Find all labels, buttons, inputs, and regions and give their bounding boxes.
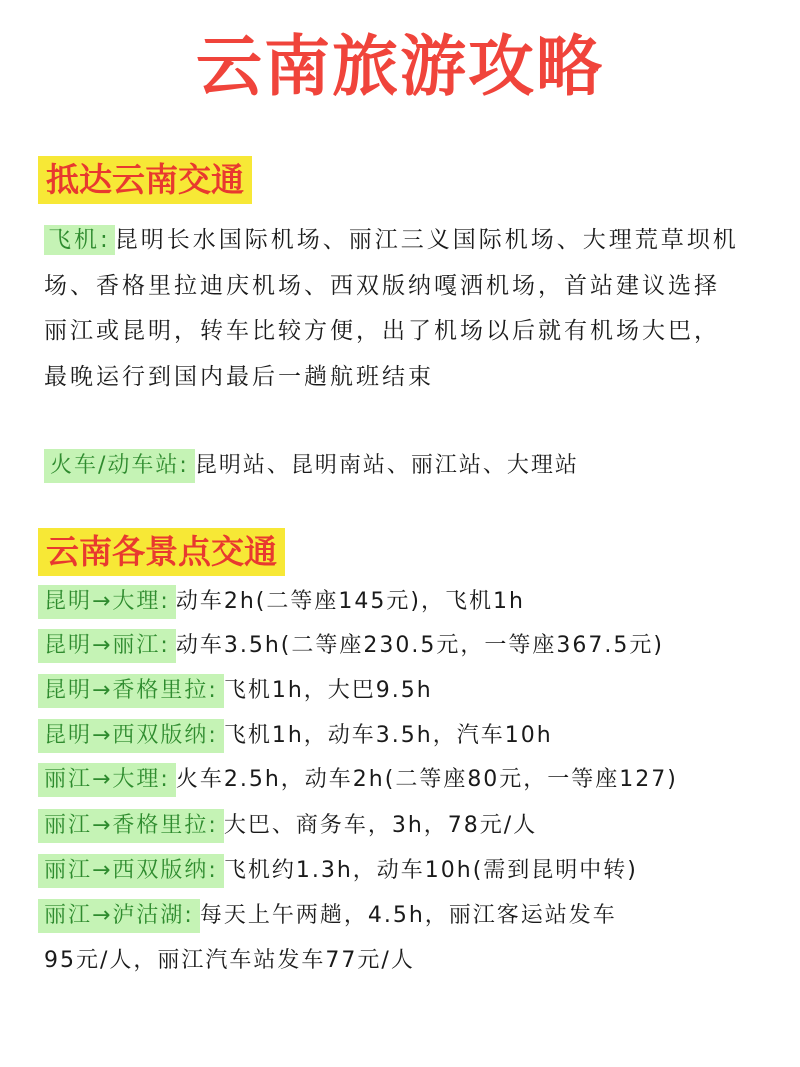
route-text: 大巴、商务车，3h，78元/人 <box>223 813 538 838</box>
route-label: 昆明→丽江: <box>38 629 176 663</box>
route-row <box>38 671 433 711</box>
route-row <box>38 851 638 891</box>
route-row <box>38 760 678 800</box>
route-row <box>38 896 617 936</box>
route-label: 昆明→西双版纳: <box>38 719 224 753</box>
route-text: 飞机1h，动车3.5h，汽车10h <box>223 723 553 748</box>
route-label: 丽江→大理: <box>38 763 176 797</box>
route-row <box>38 626 664 666</box>
route-text: 飞机约1.3h，动车10h(需到昆明中转) <box>223 858 638 883</box>
route-continuation: 95元/人，丽江汽车站发车77元/人 <box>44 948 415 973</box>
route-row <box>38 716 553 756</box>
route-label: 丽江→香格里拉: <box>38 809 224 843</box>
train-info-row <box>44 446 579 486</box>
section-heading-arrival: 抵达云南交通 <box>38 156 252 204</box>
train-label: 火车/动车站: <box>44 449 195 483</box>
route-label: 丽江→西双版纳: <box>38 854 224 888</box>
route-text: 动车3.5h(二等座230.5元，一等座367.5元) <box>175 633 664 658</box>
route-label: 昆明→香格里拉: <box>38 674 224 708</box>
route-text: 飞机1h，大巴9.5h <box>223 678 433 703</box>
train-text: 昆明站、昆明南站、丽江站、大理站 <box>194 453 579 478</box>
route-row <box>38 806 537 846</box>
route-text: 每天上午两趟，4.5h，丽江客运站发车 <box>199 903 617 928</box>
flight-label: 飞机: <box>44 225 115 255</box>
route-text: 动车2h(二等座145元)，飞机1h <box>175 589 525 614</box>
route-label: 丽江→泸沽湖: <box>38 899 200 933</box>
route-label: 昆明→大理: <box>38 585 176 619</box>
route-text: 火车2.5h，动车2h(二等座80元，一等座127) <box>175 767 678 792</box>
section-heading-scenic: 云南各景点交通 <box>38 528 285 576</box>
flight-text: 昆明长水国际机场、丽江三义国际机场、大理荒草坝机场、香格里拉迪庆机场、西双版纳嘎洒机场，首站建议选择丽江或昆明，转车比较方便，出了机场以后就有机场大巴，最晚运行到国内最后一趟航班结束 <box>44 227 739 390</box>
flight-info-paragraph <box>44 218 744 400</box>
page-title: 云南旅游攻略 <box>196 28 604 105</box>
route-row <box>38 582 525 622</box>
